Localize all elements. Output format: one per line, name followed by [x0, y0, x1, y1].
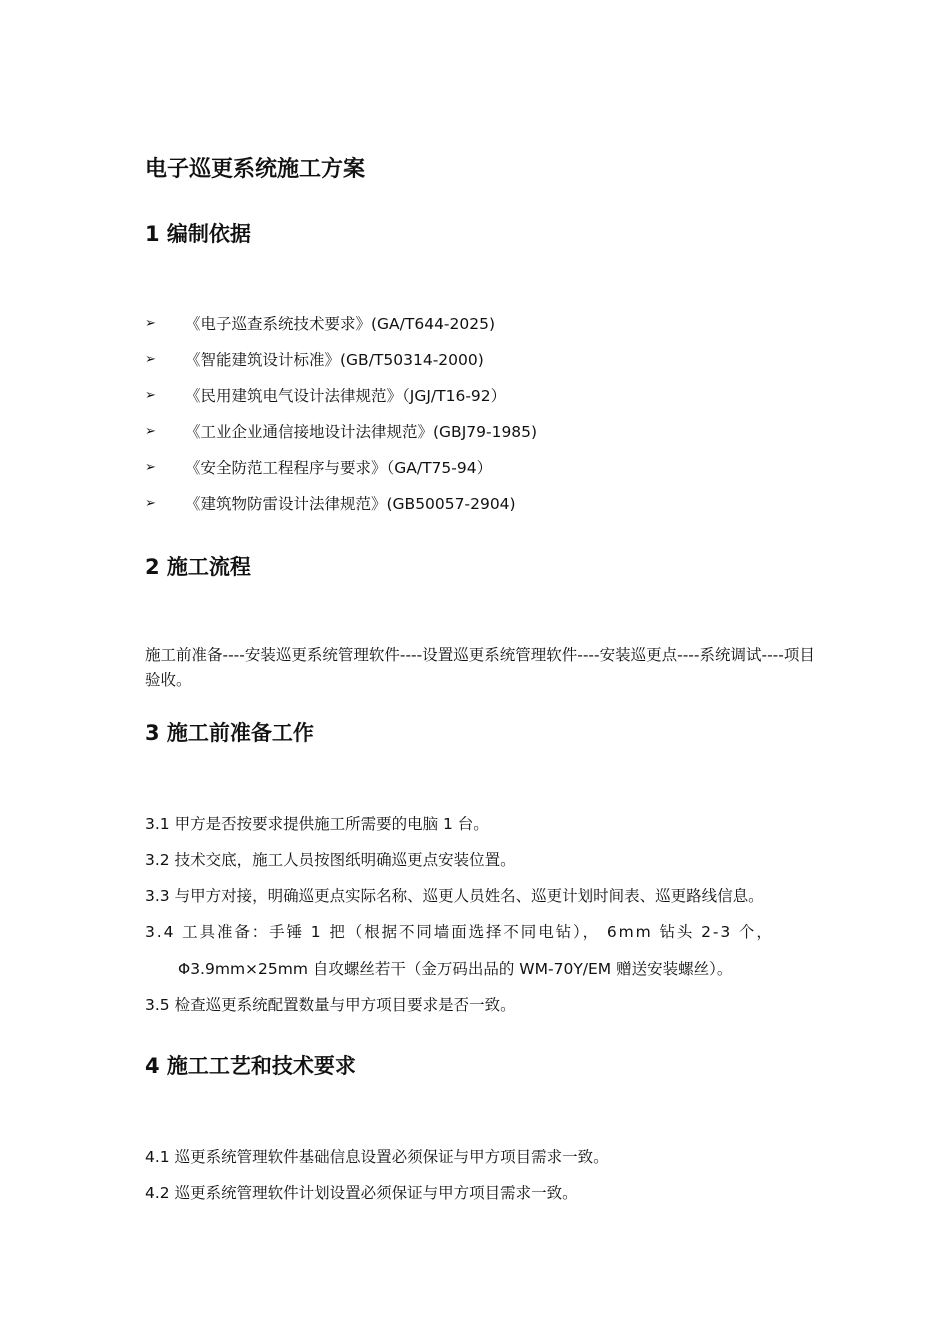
section-3-heading: 3 施工前准备工作: [145, 721, 314, 745]
reference-item: [145, 420, 537, 442]
document-title: 电子巡更系统施工方案: [145, 157, 366, 182]
reference-text: 《工业企业通信接地设计法律规范》(GBJ79-1985): [185, 423, 538, 441]
prep-item-3-2: 3.2 技术交底，施工人员按图纸明确巡更点安装位置。: [145, 851, 516, 869]
reference-text: 《建筑物防雷设计法律规范》(GB50057-2904): [185, 495, 516, 513]
reference-text: 《智能建筑设计标准》(GB/T50314-2000): [185, 351, 484, 369]
arrow-bullet-icon: ➢: [145, 387, 156, 403]
prep-item-3-5: 3.5 检查巡更系统配置数量与甲方项目要求是否一致。: [145, 996, 516, 1014]
reference-item: [145, 384, 506, 406]
prep-item-3-4-continued: Φ3.9mm×25mm 自攻螺丝若干（金万码出品的 WM-70Y/EM 赠送安装螺丝）。: [178, 960, 733, 978]
arrow-bullet-icon: ➢: [145, 495, 156, 511]
process-flow-text: 施工前准备----安装巡更系统管理软件----设置巡更系统管理软件----安装巡更点----系统调试----项目验收。: [145, 646, 815, 689]
section-4-heading: 4 施工工艺和技术要求: [145, 1054, 356, 1078]
reference-item: [145, 348, 484, 370]
reference-text: 《电子巡查系统技术要求》(GA/T644-2025): [185, 315, 496, 333]
section-1-heading: 1 编制依据: [145, 222, 251, 246]
arrow-bullet-icon: ➢: [145, 423, 156, 439]
prep-item-3-4: 3.4 工具准备：手锤 1 把（根据不同墙面选择不同电钻）， 6mm 钻头 2-3 个，: [145, 923, 774, 941]
prep-item-3-1: 3.1 甲方是否按要求提供施工所需要的电脑 1 台。: [145, 815, 489, 833]
reference-item: [145, 312, 495, 334]
tech-item-4-2: 4.2 巡更系统管理软件计划设置必须保证与甲方项目需求一致。: [145, 1184, 578, 1202]
arrow-bullet-icon: ➢: [145, 351, 156, 367]
reference-text: 《民用建筑电气设计法律规范》（JGJ/T16-92）: [185, 387, 507, 405]
prep-item-3-3: 3.3 与甲方对接，明确巡更点实际名称、巡更人员姓名、巡更计划时间表、巡更路线信息。: [145, 887, 764, 905]
section-2-heading: 2 施工流程: [145, 555, 251, 579]
arrow-bullet-icon: ➢: [145, 315, 156, 331]
arrow-bullet-icon: ➢: [145, 459, 156, 475]
tech-item-4-1: 4.1 巡更系统管理软件基础信息设置必须保证与甲方项目需求一致。: [145, 1148, 609, 1166]
reference-text: 《安全防范工程程序与要求》（GA/T75-94）: [185, 459, 493, 477]
reference-item: [145, 456, 492, 478]
reference-item: [145, 492, 516, 514]
